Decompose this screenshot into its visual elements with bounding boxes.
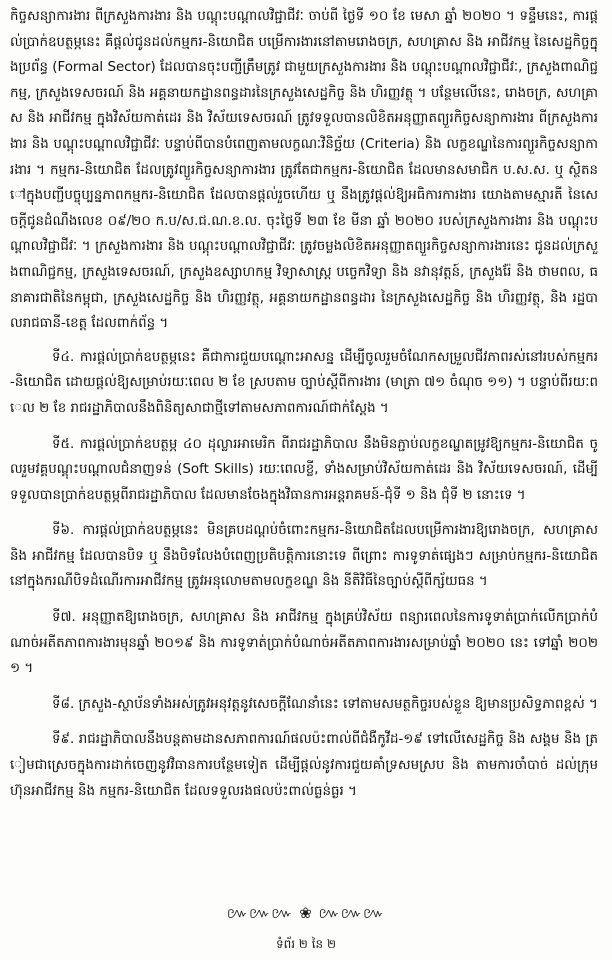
paragraph-continued-article-3: កិច្ចសន្យាការងារ ពីក្រសួងការងារ និង បណ្ដុះបណ្ដាលវិជ្ជាជីវៈ ចាប់ពី ថ្ងៃទី ១០ ខែ មេសា ឆ្នាំ ២០២០ ។ ទន្ទឹមនេះ, ការផ្ដល់ប្រាក់ឧបត្ថម្ភនេះ គឺផ្ដល់ជូនដល់កម្មករ-និយោជិត បម្រើការងារនៅតាមរោងចក្រ, សហគ្រាស និង អាជីវកម្ម នៃសេដ្ឋកិច្ចក្នុងប្រព័ន្ធ (Formal Sector) ដែលបានចុះបញ្ជីត្រឹមត្រូវ ជាមួយក្រសួងការងារ និង បណ្ដុះបណ្ដាលវិជ្ជាជីវៈ, ក្រសួងពាណិជ្ជកម្ម, ក្រសួងទេសចរណ៍ និង អគ្គនាយកដ្ឋានពន្ធដារនៃក្រសួងសេដ្ឋកិច្ច និង ហិរញ្ញវត្ថុ ។ បន្ថែមលើនេះ, រោងចក្រ, សហគ្រាស និង អាជីវកម្ម ក្នុងវិស័យកាត់ដេរ និង វិស័យទេសចរណ៍ ត្រូវទទួលបានលិខិតអនុញ្ញាតព្យួរកិច្ចសន្យាការងារ ពីក្រសួងការងារ និង បណ្ដុះបណ្ដាលវិជ្ជាជីវៈ បន្ទាប់ពីបានបំពេញតាមលក្ខណៈវិនិច្ឆ័យ (Criteria) និង លក្ខខណ្ឌនៃការព្យួរកិច្ចសន្យាការងារ ។ កម្មករ-និយោជិត ដែលត្រូវព្យួរកិច្ចសន្យាការងារ ត្រូវតែជាកម្មករ-និយោជិត ដែលមានសមាជិក ប.ស.ស. ឬ ស្ថិតនៅក្នុងបញ្ជីបច្ចុប្បន្នភាពកម្មករ-និយោជិត ដែលបានផ្ដល់រួចហើយ ឬ នឹងត្រូវផ្ដល់ឱ្យអធិការការងារ យោងតាមស្មារតី នៃសេចក្ដីជូនដំណឹងលេខ ០៩/២០ ក.ប/ស.ជ.ណ.ខ.ល. ចុះថ្ងៃទី ២៣ ខែ មីនា ឆ្នាំ ២០២០ របស់ក្រសួងការងារ និង បណ្ដុះបណ្ដាលវិជ្ជាជីវៈ ។ ក្រសួងការងារ និង បណ្ដុះបណ្ដាលវិជ្ជាជីវៈ ត្រូវចម្លងលិខិតអនុញ្ញាតព្យួរកិច្ចសន្យាការងារនេះ ជូនដល់ក្រសួងពាណិជ្ជកម្ម, ក្រសួងទេសចរណ៍, ក្រសួងឧស្សាហកម្ម វិទ្យាសាស្ត្រ បច្ចេកវិទ្យា និង នវានុវត្តន៍, ក្រសួងរ៉ែ និង ថាមពល, ធនាគារជាតិនៃកម្ពុជា, ក្រសួងសេដ្ឋកិច្ច និង ហិរញ្ញវត្ថុ, អគ្គនាយកដ្ឋានពន្ធដារ នៃក្រសួងសេដ្ឋកិច្ច និង ហិរញ្ញវត្ថុ, និង រដ្ឋបាលរាជធានី-ខេត្ត ដែលពាក់ព័ន្ធ ។ <box>10 9 598 332</box>
paragraph-article-5: ទី៥. ការផ្ដល់ប្រាក់ឧបត្ថម្ភ ៤០ ដុល្លារអាមេរិក ពីរាជរដ្ឋាភិបាល នឹងមិនភ្ជាប់លក្ខខណ្ឌតម្រូវឱ្យកម្មករ-និយោជិត ចូលរួមវគ្គបណ្ដុះបណ្ដាលជំនាញទន់ (Soft Skills) រយៈពេលខ្លី, ទាំងសម្រាប់វិស័យកាត់ដេរ និង វិស័យទេសចរណ៍, ដើម្បីទទួលបានប្រាក់ឧបត្ថម្ភពីរាជរដ្ឋាភិបាល ដែលមានចែងក្នុងវិធានការអន្តរាគមន៍-ជុំទី ១ និង ជុំទី ២ នោះទេ ។ <box>10 436 598 503</box>
paragraph-article-9: ទី៩. រាជរដ្ឋាភិបាលនឹងបន្តតាមដានសភាពការណ៍ផលប៉ះពាល់ពីជំងឺកូវីដ-១៩ ទៅលើសេដ្ឋកិច្ច និង សង្គម និង ត្រៀមជាស្រេចក្នុងការដាក់ចេញនូវវិធានការបន្ថែមទៀត ដើម្បីផ្ដល់នូវការជួយគាំទ្រសមស្រប និង តាមការចាំបាច់ ដល់ក្រុមហ៊ុនអាជីវកម្ម និង កម្មករ-និយោជិត ដែលទទួលរងផលប៉ះពាល់ធ្ងន់ធ្ងរ ។ <box>10 732 598 799</box>
paragraph-article-6: ទី៦. ការផ្ដល់ប្រាក់ឧបត្ថម្ភនេះ មិនគ្របដណ្ដប់ចំពោះកម្មករ-និយោជិតដែលបម្រើការងារឱ្យរោងចក្រ, សហគ្រាស និង អាជីវកម្ម ដែលបានបិទ ឬ នឹងបិទលែងបំពេញប្រតិបត្តិការនោះទេ ពីព្រោះ ការទូទាត់ផ្សេងៗ សម្រាប់កម្មករ-និយោជិតនៅក្នុងករណីបិទដំណើរការអាជីវកម្ម ត្រូវអនុលោមតាមលក្ខខណ្ឌ និង នីតិវិធីនៃច្បាប់ស្ដីពីក្ស័យធន ។ <box>10 523 598 590</box>
document-body <box>10 4 598 814</box>
page-number: ទំព័រ ២ នៃ ២ <box>275 937 337 951</box>
paragraph-article-8: ទី៨. ក្រសួង-ស្ថាប័នទាំងអស់ត្រូវអនុវត្តនូវសេចក្ដីណែនាំនេះ ទៅតាមសមត្ថកិច្ចរបស់ខ្លួន ឱ្យមានប្រសិទ្ធភាពខ្ពស់ ។ <box>52 696 598 712</box>
paragraph-article-7: ទី៧. អនុញ្ញាតឱ្យរោងចក្រ, សហគ្រាស និង អាជីវកម្ម ក្នុងគ្រប់វិស័យ ពន្យារពេលនៃការទូទាត់ប្រាក់លើកប្រាក់បំណាច់អតីតភាពការងារមុនឆ្នាំ ២០១៩ និង ការទូទាត់ប្រាក់បំណាច់អតីតភាពការងារសម្រាប់ឆ្នាំ ២០២០ នេះ ទៅឆ្នាំ ២០២១ ។ <box>10 610 598 677</box>
paragraph-article-4: ទី៤. ការផ្ដល់ប្រាក់ឧបត្ថម្ភនេះ គឺជាការជួយបណ្ដោះអាសន្ន ដើម្បីចូលរួមចំណែកសម្រួលជីវភាពរស់នៅរបស់កម្មករ-និយោជិត ដោយផ្ដល់ឱ្យសម្រាប់រយៈពេល ២ ខែ ស្របតាម ច្បាប់ស្ដីពីការងារ (មាត្រា ៧១ ចំណុច ១១) ។ បន្ទាប់ពីរយៈពេល ២ ខែ រាជរដ្ឋាភិបាលនឹងពិនិត្យសាជាថ្មីទៅតាមសភាពការណ៍ជាក់ស្ដែង ។ <box>10 349 598 416</box>
closing-ornament: ៚៚៚ ❀ ៚៚៚ <box>226 904 386 922</box>
